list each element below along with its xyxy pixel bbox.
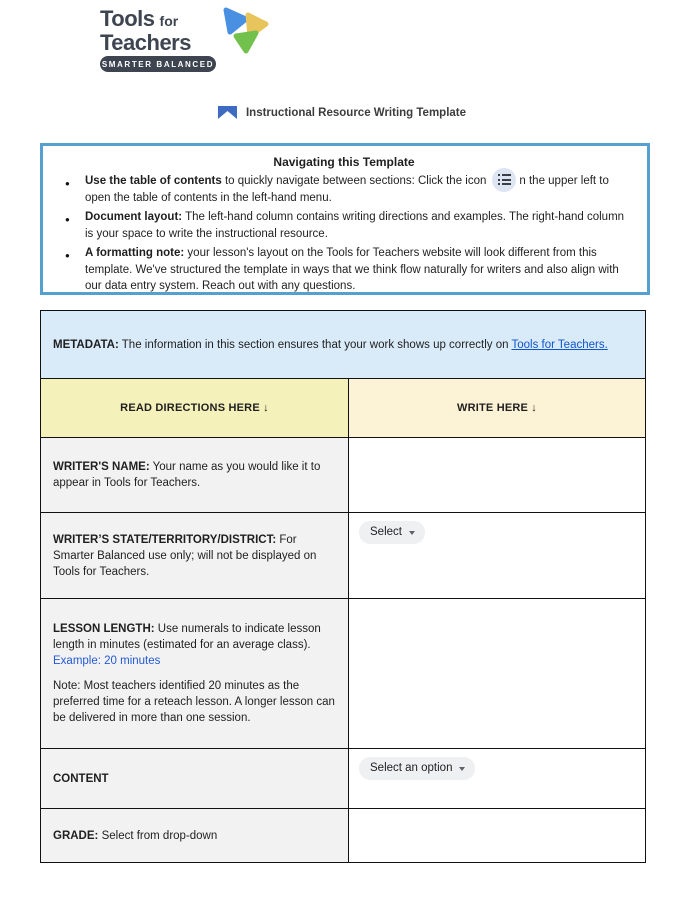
table-row-content — [41, 749, 646, 809]
nav-bullet-toc-text-before: to quickly navigate between sections: Click the icon — [221, 175, 487, 187]
logo-line-2: Teachers — [100, 30, 191, 55]
logo-word-for: for — [159, 13, 179, 29]
writer-name-directions-cell — [41, 438, 349, 513]
logo-text — [100, 8, 216, 72]
metadata-banner-row — [41, 311, 646, 379]
state-select-dropdown[interactable] — [359, 521, 425, 544]
table-row-lesson-length — [41, 599, 646, 749]
doc-title-row — [0, 106, 684, 119]
writer-state-directions-cell — [41, 513, 349, 599]
lesson-length-text: Use numerals to indicate lesson length in minutes (estimated for an average class). — [53, 623, 321, 651]
nav-bullet-formatting-lead: A formatting note: — [85, 247, 185, 259]
column-header-write-here: WRITE HERE ↓ — [349, 379, 646, 438]
lesson-length-directions-cell — [41, 599, 349, 749]
content-select-label: Select an option — [370, 762, 453, 774]
writer-name-input-cell[interactable] — [349, 438, 646, 513]
nav-bullet-list — [57, 173, 631, 295]
writer-name-label: WRITER'S NAME: — [53, 461, 150, 473]
nav-box-title: Navigating this Template — [273, 155, 415, 169]
nav-bullet-layout — [57, 209, 631, 242]
logo-triangles-icon — [222, 6, 270, 61]
metadata-banner-cell — [41, 311, 646, 379]
grade-label: GRADE: — [53, 829, 99, 842]
logo-word-tools: Tools — [100, 6, 155, 31]
navigating-template-box — [40, 143, 650, 295]
lesson-length-input-cell[interactable] — [349, 599, 646, 749]
nav-bullet-toc-lead: Use the table of contents — [85, 175, 222, 187]
table-of-contents-icon — [492, 168, 516, 192]
nav-bullet-layout-lead: Document layout: — [85, 211, 183, 223]
table-row-grade — [41, 809, 646, 863]
lesson-length-para — [53, 621, 336, 669]
table-header-row — [41, 379, 646, 438]
content-input-cell[interactable] — [349, 749, 646, 809]
nav-bullet-layout-text: The left-hand column contains writing directions and examples. The right-hand column is your space to write the instructional resource. — [85, 211, 625, 240]
writer-state-label: WRITER’S STATE/TERRITORY/DISTRICT: — [53, 533, 277, 546]
content-select-dropdown[interactable] — [359, 757, 475, 780]
state-select-label: Select — [370, 526, 402, 538]
lesson-length-label: LESSON LENGTH: — [53, 623, 155, 635]
table-row-writer-name — [41, 438, 646, 513]
metadata-text: The information in this section ensures that your work shows up correctly on — [118, 338, 512, 351]
grade-text: Select from drop-down — [98, 829, 218, 842]
nav-bullet-toc-text-after: n the upper left to open the table of contents in the left-hand menu. — [85, 175, 609, 204]
tools-for-teachers-logo — [100, 8, 270, 72]
bookmark-icon — [218, 106, 237, 119]
metadata-table — [40, 310, 646, 863]
page-title: Instructional Resource Writing Template — [245, 106, 467, 119]
chevron-down-icon — [409, 531, 415, 535]
lesson-length-note: Note: Most teachers identified 20 minutes as the preferred time for a reteach lesson. A longer lesson can be delivered in more than one session. — [53, 680, 335, 724]
grade-directions-cell — [41, 809, 349, 863]
writer-state-text: For Smarter Balanced use only; will not be displayed on Tools for Teachers. — [53, 533, 317, 578]
nav-bullet-formatting-text: your lesson's layout on the Tools for Teachers website will look different from this template. We've structured the template in ways that we think flow naturally for writers and also align with our data entry system. Reach out with any questions. — [85, 247, 619, 292]
tools-for-teachers-link[interactable]: Tools for Teachers. — [511, 338, 608, 351]
content-label: CONTENT — [53, 772, 109, 785]
logo-line-1 — [100, 8, 216, 32]
lesson-length-example: Example: 20 minutes — [53, 655, 161, 667]
nav-bullet-toc — [57, 173, 631, 206]
writer-state-input-cell[interactable] — [349, 513, 646, 599]
column-header-read-directions: READ DIRECTIONS HERE ↓ — [41, 379, 349, 438]
nav-bullet-formatting — [57, 245, 631, 295]
table-row-writer-state — [41, 513, 646, 599]
smarter-balanced-badge: SMARTER BALANCED — [100, 56, 216, 72]
chevron-down-icon — [459, 767, 465, 771]
writer-name-text: Your name as you would like it to appear in Tools for Teachers. — [53, 461, 321, 489]
content-directions-cell — [41, 749, 349, 809]
grade-input-cell[interactable] — [349, 809, 646, 863]
metadata-label: METADATA: — [53, 338, 119, 351]
